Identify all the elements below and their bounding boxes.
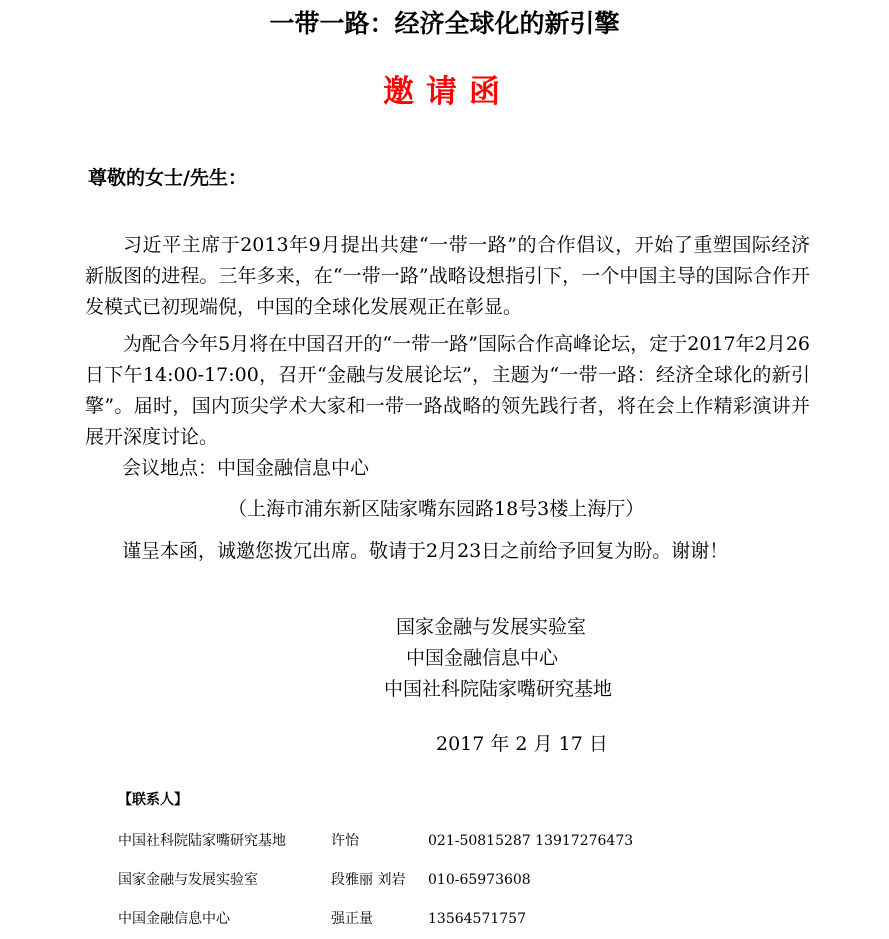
contact-name: 段雅丽 刘岩: [331, 872, 406, 888]
closing-line: 谨呈本函，诚邀您拨冗出席。敬请于2月23日之前给予回复为盼。谢谢！: [122, 540, 729, 562]
contact-name: 强正量: [331, 911, 373, 927]
body-paragraph-1: 习近平主席于2013年9月提出共建“一带一路”的合作倡议，开始了重塑国际经济新版图的进程。三年多来，在“一带一路”战略设想指引下，一个中国主导的国际合作开发模式已初现端倪，中国的全球化发展观正在彰显。: [85, 234, 810, 318]
contact-org: 中国社科院陆家嘴研究基地: [118, 833, 286, 849]
contacts-header: 【联系人】: [118, 792, 188, 808]
invitation-heading: 邀请函: [383, 74, 512, 110]
salutation: 尊敬的女士/先生：: [88, 167, 247, 189]
organizer-3: 中国社科院陆家嘴研究基地: [384, 678, 613, 700]
contact-phone: 13564571757: [428, 911, 526, 927]
contact-org: 国家金融与发展实验室: [118, 872, 258, 888]
body-paragraph-2: 为配合今年5月将在中国召开的“一带一路”国际合作高峰论坛，定于2017年2月26日下午14:00-17:00，召开“金融与发展论坛”，主题为“一带一路：经济全球化的新引擎”。届时，国内顶尖学术大家和一带一路战略的领先践行者，将在会上作精彩演讲并展开深度讨论。: [85, 333, 810, 448]
letter-date: 2017 年 2 月 17 日: [436, 733, 608, 755]
contact-phone: 010-65973608: [428, 872, 531, 888]
page-title: 一带一路：经济全球化的新引擎: [269, 9, 620, 38]
organizer-1: 国家金融与发展实验室: [396, 616, 587, 638]
venue-address: （上海市浦东新区陆家嘴东园路18号3楼上海厅）: [228, 498, 645, 520]
contact-org: 中国金融信息中心: [118, 911, 230, 927]
contact-phone: 021-50815287 13917276473: [428, 833, 634, 849]
organizer-2: 中国金融信息中心: [406, 647, 559, 669]
contact-name: 许怡: [331, 833, 359, 849]
venue-line: 会议地点：中国金融信息中心: [122, 457, 370, 479]
